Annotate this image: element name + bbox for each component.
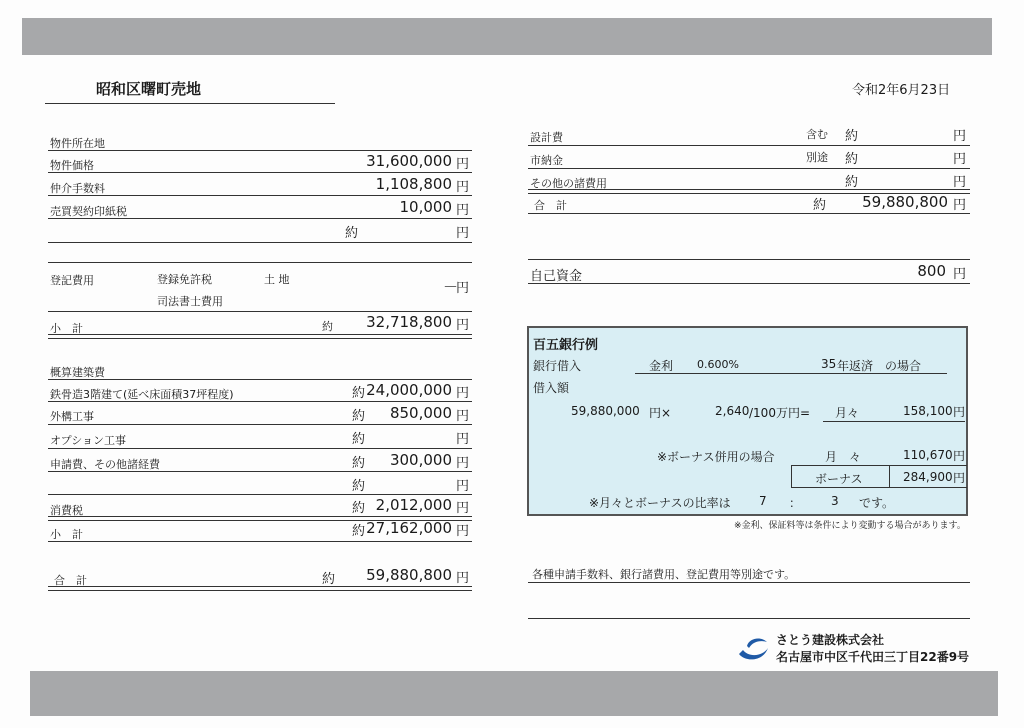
row-label: 設計費 bbox=[530, 131, 563, 144]
yen-unit: 円 bbox=[456, 501, 470, 516]
double-rule bbox=[48, 334, 472, 339]
rule bbox=[823, 421, 965, 422]
row-amount: 850,000 bbox=[389, 404, 452, 422]
rule bbox=[791, 487, 967, 488]
rule bbox=[635, 373, 947, 374]
rule bbox=[791, 465, 792, 487]
yen-unit: 円 bbox=[456, 456, 470, 471]
approx-mark: 約 bbox=[322, 572, 336, 587]
approx-mark: 約 bbox=[845, 129, 859, 144]
total-label: 合 計 bbox=[54, 574, 87, 587]
equity-amount: 800 bbox=[917, 262, 946, 280]
rule bbox=[48, 448, 472, 449]
rule bbox=[48, 541, 472, 542]
yen-unit: 円 bbox=[456, 318, 470, 333]
right-total-amount: 59,880,800 bbox=[862, 193, 948, 211]
rule bbox=[48, 471, 472, 472]
yen-unit: 円 bbox=[456, 479, 470, 494]
double-rule bbox=[48, 586, 472, 591]
yen-unit: 円 bbox=[456, 226, 470, 241]
bank-loan-box bbox=[527, 326, 968, 516]
repayment-factor: 2,640 bbox=[715, 404, 750, 418]
rule bbox=[48, 172, 472, 173]
yen-unit: 円 bbox=[953, 449, 966, 463]
company-name: さとう建設株式会社 bbox=[776, 633, 885, 647]
row-label: 外構工事 bbox=[50, 410, 94, 423]
land-label: 土 地 bbox=[264, 273, 290, 286]
borrow-amount: 59,880,000 bbox=[571, 404, 640, 418]
loan-years-text: 年返済 bbox=[837, 359, 874, 373]
ratio-colon: ： bbox=[789, 496, 802, 510]
approx-mark: 約 bbox=[352, 456, 366, 471]
title-underline bbox=[45, 103, 335, 104]
rule bbox=[528, 213, 970, 214]
row-amount: 300,000 bbox=[389, 451, 452, 469]
approx-mark: 約 bbox=[352, 479, 366, 494]
row-label: 市納金 bbox=[530, 154, 563, 167]
build-cost-label: 概算建築費 bbox=[50, 366, 105, 379]
yen-unit: 円 bbox=[456, 157, 470, 172]
row-amount: 24,000,000 bbox=[366, 381, 452, 399]
rule bbox=[48, 262, 472, 263]
rule bbox=[528, 168, 970, 169]
approx-mark: 約 bbox=[352, 409, 366, 424]
approx-mark: 約 bbox=[352, 386, 366, 401]
yen-unit: 円 bbox=[953, 405, 966, 419]
rule bbox=[48, 195, 472, 196]
rule bbox=[48, 311, 472, 312]
bank-title: 百五銀行例 bbox=[533, 338, 599, 353]
row-amount: 2,012,000 bbox=[375, 496, 452, 514]
equity-label: 自己資金 bbox=[530, 269, 583, 284]
approx-mark: 約 bbox=[813, 198, 827, 213]
ratio-end: です。 bbox=[859, 496, 895, 510]
bottom-gray-band bbox=[30, 671, 998, 716]
other-fees-note: 各種申請手数料、銀行諸費用、登記費用等別途です。 bbox=[532, 568, 796, 581]
row-amount: 10,000 bbox=[399, 198, 452, 216]
row-note: 含む bbox=[806, 128, 828, 141]
row-label: 申請費、その他諸経費 bbox=[50, 458, 160, 471]
registration-label: 登記費用 bbox=[50, 274, 94, 287]
approx-mark: 約 bbox=[845, 152, 859, 167]
rule bbox=[528, 259, 970, 260]
rule bbox=[48, 242, 472, 243]
row-note: 別途 bbox=[806, 151, 828, 164]
yen-unit: 円 bbox=[456, 386, 470, 401]
subtotal-label: 小 計 bbox=[50, 528, 83, 541]
rule bbox=[48, 218, 472, 219]
rule bbox=[528, 145, 970, 146]
registration-tax-label: 登録免許税 bbox=[157, 273, 212, 286]
approx-mark: 約 bbox=[845, 175, 859, 190]
approx-mark: 約 bbox=[322, 320, 333, 333]
top-gray-band bbox=[22, 18, 992, 55]
subtotal-amount: 32,718,800 bbox=[366, 313, 452, 331]
ratio-text: ※月々とボーナスの比率は bbox=[589, 496, 731, 510]
yen-unit: 円 bbox=[456, 524, 470, 539]
rule bbox=[528, 618, 970, 619]
per-million-text: /100万円= bbox=[749, 406, 811, 420]
yen-unit: 円 bbox=[953, 152, 967, 167]
company-address: 名古屋市中区千代田三丁目22番9号 bbox=[776, 650, 970, 664]
bonus-amount: 284,900 bbox=[903, 470, 953, 484]
yen-unit: 円 bbox=[456, 571, 470, 586]
approx-mark: 約 bbox=[352, 524, 366, 539]
yen-unit: 円 bbox=[953, 198, 967, 213]
yen-unit: 円 bbox=[953, 129, 967, 144]
monthly-amount: 158,100 bbox=[903, 404, 953, 418]
bonus-monthly-amount: 110,670 bbox=[903, 448, 953, 462]
approx-mark: 約 bbox=[345, 226, 359, 241]
borrow-label: 借入額 bbox=[533, 381, 570, 395]
loan-years: 35 bbox=[821, 357, 837, 371]
yen-unit: 円 bbox=[456, 203, 470, 218]
company-logo-icon bbox=[735, 628, 771, 664]
rule bbox=[889, 465, 890, 487]
document-date: 令和2年6月23日 bbox=[852, 83, 951, 98]
rate-value: 0.600% bbox=[697, 358, 739, 371]
rule bbox=[48, 424, 472, 425]
scrivener-fee-label: 司法書士費用 bbox=[157, 295, 223, 308]
yen-unit: 円 bbox=[953, 267, 967, 282]
right-total-label: 合 計 bbox=[534, 199, 567, 212]
row-label: 売買契約印紙税 bbox=[50, 205, 127, 218]
yen-unit: 円 bbox=[456, 281, 470, 296]
row-label: オプション工事 bbox=[50, 434, 127, 447]
rule bbox=[528, 582, 970, 583]
row-amount: 31,600,000 bbox=[366, 152, 452, 170]
row-label: 消費税 bbox=[50, 504, 83, 517]
rule bbox=[791, 465, 967, 466]
row-label: 鉄骨造3階建て(延べ床面積37坪程度) bbox=[50, 388, 234, 401]
approx-mark: 約 bbox=[352, 501, 366, 516]
yen-unit: 円 bbox=[456, 432, 470, 447]
row-label: 仲介手数料 bbox=[50, 182, 105, 195]
yen-unit: 円 bbox=[456, 409, 470, 424]
monthly-label: 月々 bbox=[835, 406, 860, 420]
approx-mark: 約 bbox=[352, 432, 366, 447]
yen-unit: 円 bbox=[953, 471, 966, 485]
ratio-monthly: 7 bbox=[759, 494, 767, 508]
yen-times: 円× bbox=[649, 406, 672, 420]
bonus-monthly-label: 月 々 bbox=[825, 450, 862, 464]
page-title: 昭和区曙町売地 bbox=[96, 80, 202, 98]
rule bbox=[48, 150, 472, 151]
bank-loan-label: 銀行借入 bbox=[533, 359, 582, 373]
bank-disclaimer: ※金利、保証料等は条件により変動する場合があります。 bbox=[734, 521, 966, 531]
bonus-case-text: ※ボーナス併用の場合 bbox=[657, 450, 775, 464]
rule bbox=[48, 494, 472, 495]
location-label: 物件所在地 bbox=[50, 137, 105, 150]
rule bbox=[48, 401, 472, 402]
bonus-label: ボーナス bbox=[815, 472, 863, 486]
subtotal-label: 小 計 bbox=[50, 322, 83, 335]
loan-case-text: の場合 bbox=[885, 359, 922, 373]
row-label: その他の諸費用 bbox=[530, 177, 607, 190]
rule bbox=[528, 283, 970, 284]
yen-unit: 円 bbox=[456, 180, 470, 195]
total-amount: 59,880,800 bbox=[366, 566, 452, 584]
subtotal-amount: 27,162,000 bbox=[366, 519, 452, 537]
row-amount: 1,108,800 bbox=[375, 175, 452, 193]
registration-amount: － bbox=[443, 278, 459, 296]
row-label: 物件価格 bbox=[50, 159, 94, 172]
rate-label: 金利 bbox=[649, 359, 674, 373]
ratio-bonus: 3 bbox=[831, 494, 839, 508]
rule bbox=[48, 379, 472, 380]
yen-unit: 円 bbox=[953, 175, 967, 190]
